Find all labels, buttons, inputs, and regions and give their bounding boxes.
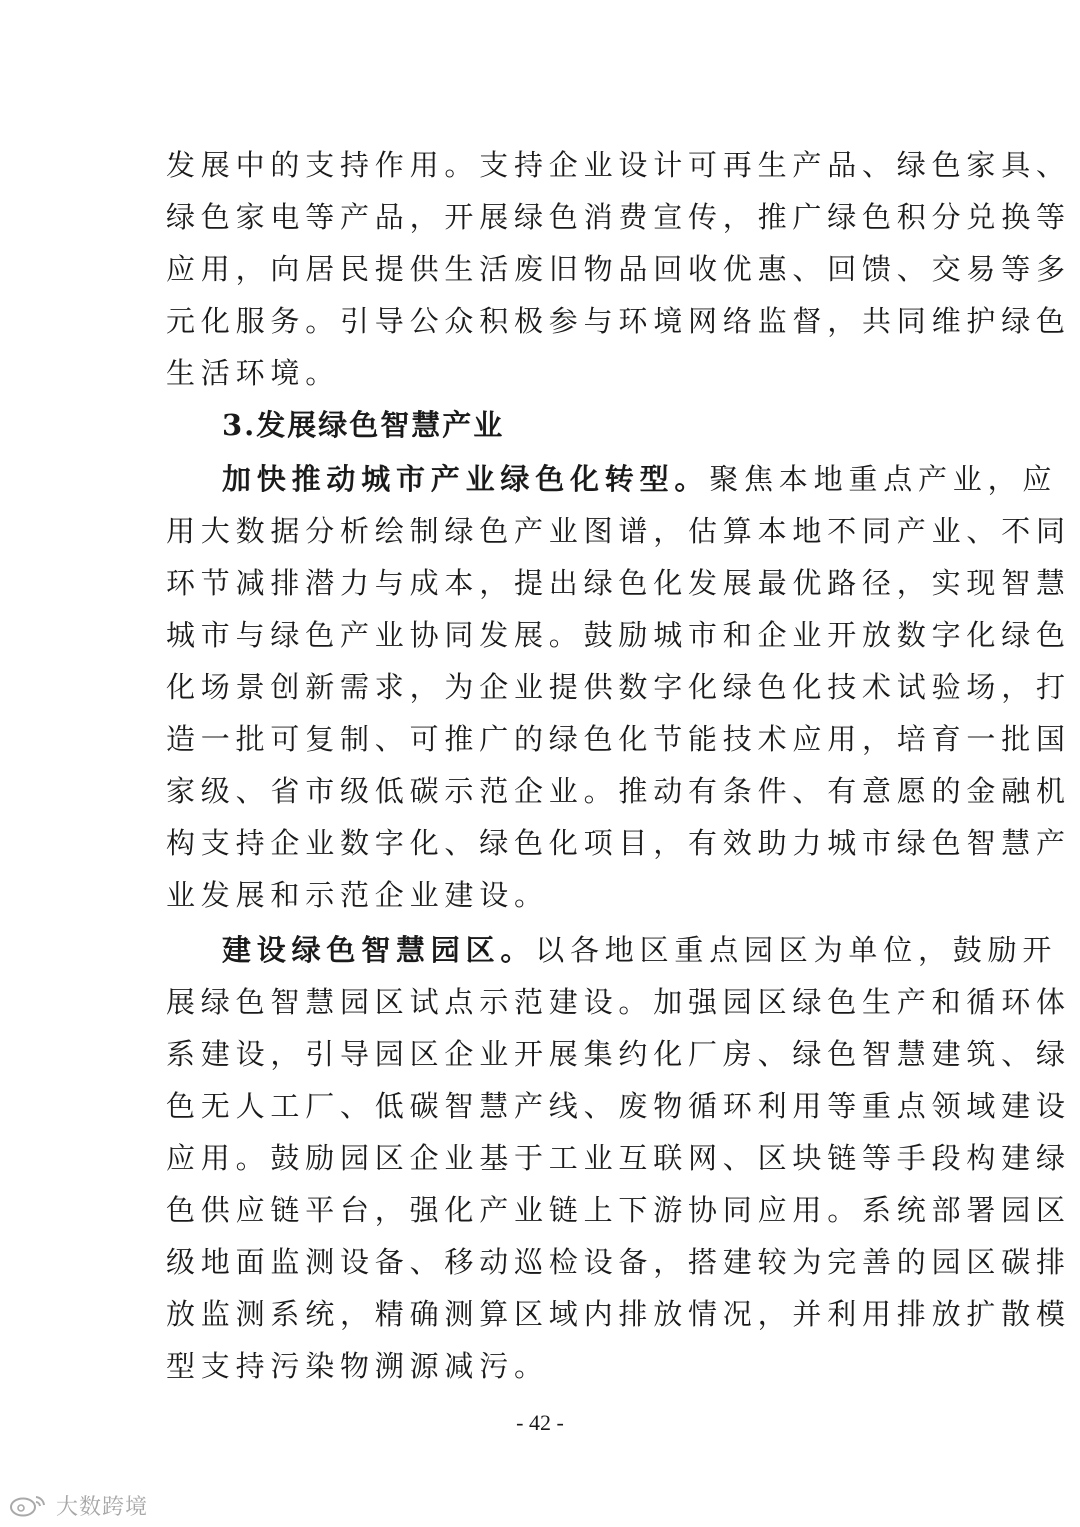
paragraph2-line: 造一批可复制、可推广的绿色化节能技术应用，培育一批国	[166, 722, 1071, 756]
section-heading: 3.发展绿色智慧产业	[222, 408, 505, 442]
paragraph3-line: 应用。鼓励园区企业基于工业互联网、区块链等手段构建绿	[166, 1141, 1071, 1175]
paragraph1-line: 绿色家电等产品，开展绿色消费宣传，推广绿色积分兑换等	[166, 200, 1071, 234]
paragraph3-line: 级地面监测设备、移动巡检设备，搭建较为完善的园区碳排	[166, 1245, 1071, 1279]
page-number: - 42 -	[516, 1410, 564, 1435]
paragraph2-first-line	[222, 459, 1058, 499]
paragraph2-line: 业发展和示范企业建设。	[166, 878, 549, 912]
paragraph2-line: 构支持企业数字化、绿色化项目，有效助力城市绿色智慧产	[166, 826, 1071, 860]
paragraph3-line: 放监测系统，精确测算区域内排放情况，并利用排放扩散模	[166, 1297, 1071, 1331]
weibo-logo-icon	[8, 1492, 50, 1518]
paragraph3-line: 色供应链平台，强化产业链上下游协同应用。系统部署园区	[166, 1193, 1071, 1227]
watermark-text: 大数跨境	[56, 1494, 149, 1520]
watermark	[8, 1490, 148, 1520]
paragraph3-first-line-rest: 以各地区重点园区为单位，鼓励开	[535, 933, 1058, 967]
paragraph3-line: 色无人工厂、低碳智慧产线、废物循环利用等重点领域建设	[166, 1089, 1071, 1123]
paragraph3-line: 系建设，引导园区企业开展集约化厂房、绿色智慧建筑、绿	[166, 1037, 1071, 1071]
paragraph3-line: 展绿色智慧园区试点示范建设。加强园区绿色生产和循环体	[166, 985, 1071, 1019]
paragraph1-line: 应用，向居民提供生活废旧物品回收优惠、回馈、交易等多	[166, 252, 1071, 286]
paragraph1-line: 元化服务。引导公众积极参与环境网络监督，共同维护绿色	[166, 304, 1071, 338]
paragraph1-line: 发展中的支持作用。支持企业设计可再生产品、绿色家具、	[166, 148, 1071, 182]
paragraph3-line: 型支持污染物溯源减污。	[166, 1349, 549, 1383]
paragraph2-first-line-rest: 聚焦本地重点产业，应	[709, 462, 1058, 496]
paragraph2-line: 用大数据分析绘制绿色产业图谱，估算本地不同产业、不同	[166, 514, 1071, 548]
paragraph2-line: 城市与绿色产业协同发展。鼓励城市和企业开放数字化绿色	[166, 618, 1071, 652]
paragraph2-lead: 加快推动城市产业绿色化转型。	[222, 462, 710, 496]
paragraph3-lead: 建设绿色智慧园区。	[222, 933, 536, 967]
paragraph2-line: 化场景创新需求，为企业提供数字化绿色化技术试验场，打	[166, 670, 1071, 704]
paragraph2-line: 家级、省市级低碳示范企业。推动有条件、有意愿的金融机	[166, 774, 1071, 808]
paragraph3-first-line	[222, 930, 1058, 970]
paragraph1-line: 生活环境。	[166, 356, 341, 390]
paragraph2-line: 环节减排潜力与成本，提出绿色化发展最优路径，实现智慧	[166, 566, 1071, 600]
